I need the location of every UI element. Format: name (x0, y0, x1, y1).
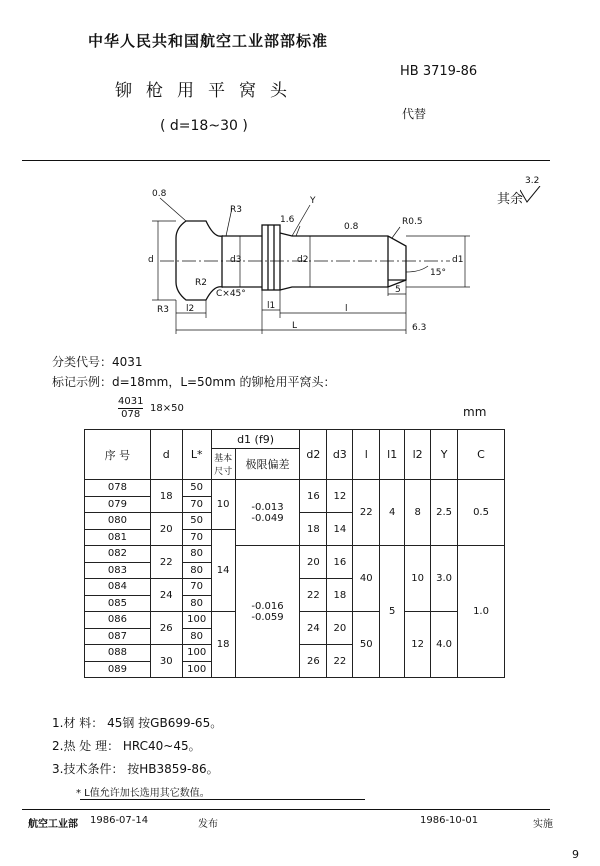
cell-d: 18 (150, 480, 182, 513)
cell-d: 22 (150, 546, 182, 579)
cell-l2: 12 (405, 612, 431, 678)
cell-d3: 22 (327, 645, 353, 678)
label-cx45: C×45° (216, 289, 246, 299)
cell-d: 30 (150, 645, 182, 678)
cell-L: 50 (182, 513, 211, 530)
header-l: l (353, 430, 380, 480)
spec-table (84, 429, 505, 678)
footer-issuer: 航空工业部 (28, 819, 78, 830)
cell-d3: 12 (327, 480, 353, 513)
dim-l1: l1 (267, 301, 276, 311)
deviation-2-upper: -0.016 (251, 600, 284, 612)
label-r3-top: R3 (230, 205, 242, 215)
header-y: Y (431, 430, 458, 480)
cell-L: 70 (182, 579, 211, 596)
dim-l2: l2 (186, 304, 195, 314)
footer-impl-word: 实施 (533, 819, 553, 830)
cell-no: 080 (85, 513, 151, 530)
deviation-1-upper: -0.013 (251, 501, 284, 513)
cell-c: 1.0 (458, 546, 505, 678)
cell-l: 40 (353, 546, 380, 612)
footer-issue-word: 发布 (198, 819, 218, 830)
cell-c: 0.5 (458, 480, 505, 546)
dim-d: d (148, 255, 154, 265)
cell-d2: 24 (300, 612, 327, 645)
cell-L: 80 (182, 595, 211, 612)
cell-d2: 20 (300, 546, 327, 579)
cell-d3: 14 (327, 513, 353, 546)
header-d1-deviation: 极限偏差 (235, 449, 300, 480)
footer-issue-date: 1986-07-14 (90, 815, 149, 826)
header-l1: l1 (380, 430, 405, 480)
dim-L: L (292, 321, 298, 331)
note-heat-treatment: 2.热 处 理： HRC40~45。 (52, 739, 201, 753)
label-r05: R0.5 (402, 217, 423, 227)
page-number: 9 (572, 848, 579, 861)
cell-no: 086 (85, 612, 151, 629)
page-title: 铆枪用平窝头 (115, 81, 301, 101)
cell-L: 80 (182, 562, 211, 579)
cell-y: 4.0 (431, 612, 458, 678)
cell-deviation-1 (235, 480, 300, 546)
cell-no: 082 (85, 546, 151, 563)
finish-16: 1.6 (280, 215, 295, 225)
cell-no: 078 (85, 480, 151, 497)
cell-L: 70 (182, 529, 211, 546)
standard-number: HB 3719-86 (400, 64, 478, 79)
classification-code: 分类代号：4031 (52, 355, 143, 369)
cell-d2: 18 (300, 513, 327, 546)
header-L: L* (182, 430, 211, 480)
header-d1-basic: 基本尺寸 (211, 449, 235, 480)
cell-y: 2.5 (431, 480, 458, 546)
header-d: d (150, 430, 182, 480)
replaces-label: 代替 (402, 107, 427, 121)
roughness-value: 3.2 (525, 176, 540, 186)
footer-impl-date: 1986-10-01 (420, 815, 479, 826)
cell-l: 50 (353, 612, 380, 678)
cell-no: 089 (85, 661, 151, 678)
cell-l2: 8 (405, 480, 431, 546)
header-l2: l2 (405, 430, 431, 480)
cell-no: 079 (85, 496, 151, 513)
part-drawing (0, 0, 600, 350)
header-no: 序 号 (85, 430, 151, 480)
cell-no: 087 (85, 628, 151, 645)
header-d3: d3 (327, 430, 353, 480)
cell-l1: 5 (380, 546, 405, 678)
cell-l2: 10 (405, 546, 431, 612)
cell-d1-basic: 14 (211, 529, 235, 612)
cell-L: 80 (182, 546, 211, 563)
cell-d: 26 (150, 612, 182, 645)
label-r3-bottom: R3 (157, 305, 169, 315)
cell-d2: 26 (300, 645, 327, 678)
cell-L: 70 (182, 496, 211, 513)
label-y: Y (310, 196, 316, 206)
example-code-denominator: 078 (121, 409, 141, 420)
header-c: C (458, 430, 505, 480)
marking-example: 标记示例：d=18mm，L=50mm 的铆枪用平窝头： (52, 375, 336, 389)
cell-d3: 18 (327, 579, 353, 612)
label-r2: R2 (195, 278, 207, 288)
label-angle: 15° (430, 268, 446, 278)
cell-d: 24 (150, 579, 182, 612)
finish-08-head: 0.8 (152, 189, 167, 199)
cell-d1-basic: 18 (211, 612, 235, 678)
header-d1: d1 (f9) (211, 430, 300, 449)
cell-no: 084 (85, 579, 151, 596)
dim-l: l (345, 304, 348, 314)
footnote-rule (80, 799, 365, 800)
dim-5: 5 (395, 285, 401, 295)
header-d2: d2 (300, 430, 327, 480)
finish-08-shank: 0.8 (344, 222, 359, 232)
cell-L: 80 (182, 628, 211, 645)
example-code-numerator: 4031 (118, 396, 144, 407)
example-code-fraction (118, 396, 143, 421)
cell-d3: 16 (327, 546, 353, 579)
cell-d1-basic: 10 (211, 480, 235, 530)
cell-d2: 16 (300, 480, 327, 513)
cell-L: 50 (182, 480, 211, 497)
cell-no: 083 (85, 562, 151, 579)
cell-L: 100 (182, 612, 211, 629)
page-subtitle: ( d=18~30 ) (160, 118, 248, 134)
cell-d: 20 (150, 513, 182, 546)
cell-l: 22 (353, 480, 380, 546)
note-material: 1.材 料： 45钢 按GB699-65。 (52, 716, 223, 730)
dim-d1: d1 (452, 255, 464, 265)
cell-deviation-2 (235, 546, 300, 678)
cell-y: 3.0 (431, 546, 458, 612)
deviation-1-lower: -0.049 (251, 512, 284, 524)
issuing-org: 中华人民共和国航空工业部部标准 (88, 32, 329, 50)
note-technical-conditions: 3.技术条件： 按HB3859-86。 (52, 762, 219, 776)
dim-d3: d3 (230, 255, 242, 265)
unit-label: mm (463, 405, 487, 419)
deviation-2-lower: -0.059 (251, 611, 284, 623)
finish-63: 6.3 (412, 323, 427, 333)
cell-l1: 4 (380, 480, 405, 546)
cell-d2: 22 (300, 579, 327, 612)
footer-rule (22, 809, 550, 810)
roughness-label: 其余 (497, 192, 524, 207)
example-code-size: 18×50 (150, 403, 184, 414)
cell-d3: 20 (327, 612, 353, 645)
cell-no: 081 (85, 529, 151, 546)
cell-L: 100 (182, 645, 211, 662)
dim-d2: d2 (297, 255, 309, 265)
cell-no: 085 (85, 595, 151, 612)
footnote: * L值允许加长选用其它数值。 (76, 788, 210, 799)
cell-no: 088 (85, 645, 151, 662)
cell-L: 100 (182, 661, 211, 678)
